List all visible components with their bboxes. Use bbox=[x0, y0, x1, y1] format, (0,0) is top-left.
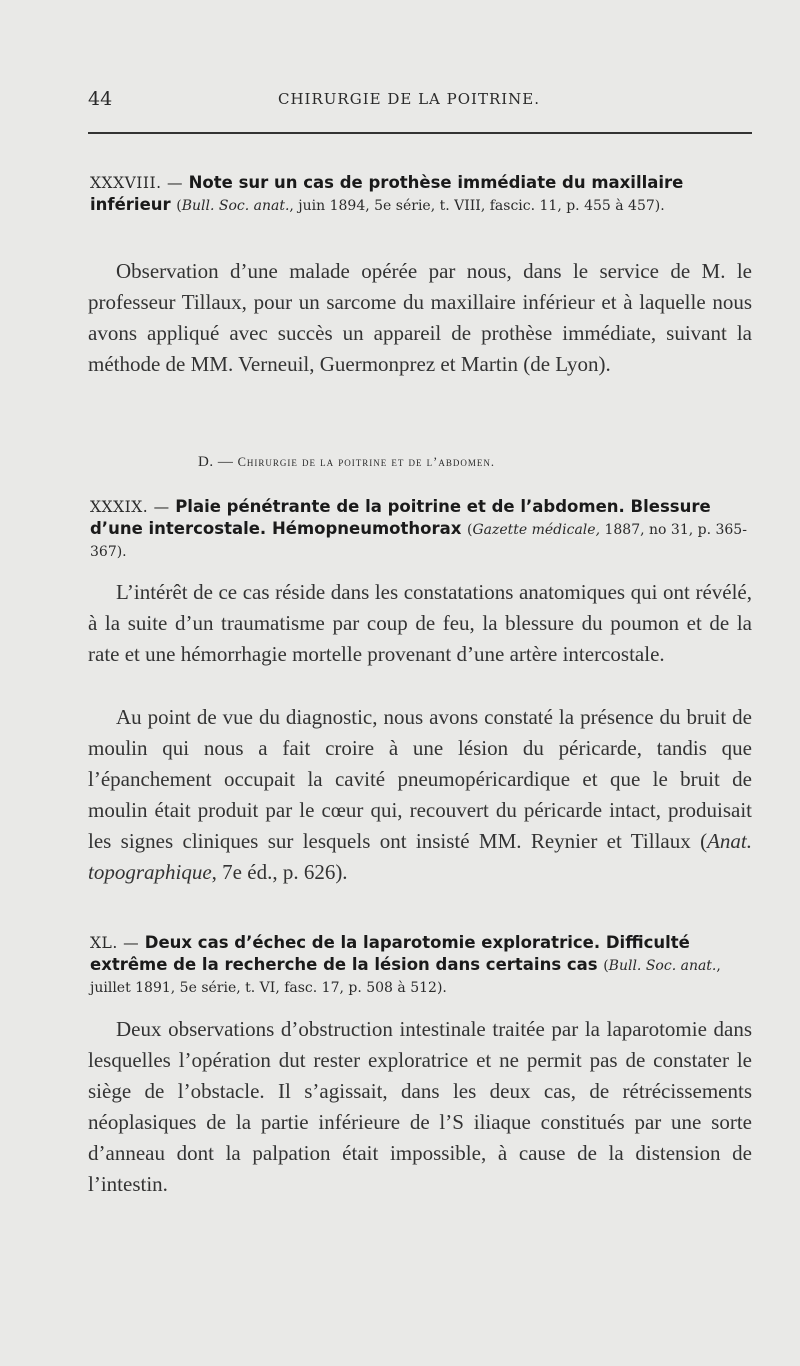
entry-body: Observation d’une malade opérée par nous, dans le service de M. le professeur Tillaux, pour un sarcome du maxillaire inférieur et à laquelle nous avons appliqué avec succès un appareil de prothèse immédiate, suivant la méthode de MM. Verneuil, Guermonprez et Martin (de Lyon). bbox=[88, 259, 752, 376]
section-title: D. — Chirurgie de la poitrine et de l’abdomen. bbox=[198, 454, 495, 470]
entry-number: XL. — bbox=[90, 934, 140, 952]
entry-heading bbox=[90, 496, 750, 563]
entry-heading bbox=[90, 172, 750, 217]
entry-body-continued: Au point de vue du diagnostic, nous avons constaté la présence du bruit de moulin qui nous a fait croire à une lésion du péricarde, tandis que l’épanchement occupait la cavité pneumopéricardique et que le bruit de moulin était produit par le cœur qui, recouvert du péricarde intact, produisait les signes cliniques sur lesquels ont insisté MM. Reynier et Tillaux (Anat. topographique, 7e éd., p. 626). bbox=[88, 705, 752, 884]
entry-body: L’intérêt de ce cas réside dans les constatations anatomiques qui ont révélé, à la suite d’un traumatisme par coup de feu, la blessure du poumon et de la rate et une hémorrhagie mortelle provenant d’une artère intercostale. bbox=[88, 580, 752, 666]
entry-reference: (Gazette médicale, 1887, no 31, p. 365-367). bbox=[90, 522, 747, 560]
entry-number: XXXVIII. — bbox=[90, 174, 184, 192]
running-title: CHIRURGIE DE LA POITRINE. bbox=[278, 90, 541, 108]
entry-reference: (Bull. Soc. anat., juillet 1891, 5e série, t. VI, fasc. 17, p. 508 à 512). bbox=[90, 958, 721, 996]
entry-title: Note sur un cas de prothèse immédiate du maxillaire inférieur bbox=[90, 173, 684, 214]
entry-title: Plaie pénétrante de la poitrine et de l’abdomen. Blessure d’une intercostale. Hémopneumothorax bbox=[90, 497, 711, 538]
page-header bbox=[88, 88, 750, 118]
header-rule bbox=[88, 132, 752, 134]
entry-reference: (Bull. Soc. anat., juin 1894, 5e série, t. VIII, fascic. 11, p. 455 à 457). bbox=[176, 198, 665, 214]
entry-number: XXXIX. — bbox=[90, 498, 170, 516]
entry-heading bbox=[90, 932, 750, 999]
entry-title: Deux cas d’échec de la laparotomie exploratrice. Difficulté extrême de la recherche de la lésion dans certains cas bbox=[90, 933, 690, 974]
page-number: 44 bbox=[88, 88, 113, 110]
entry-body: Deux observations d’obstruction intestinale traitée par la laparotomie dans lesquelles l’opération dut rester exploratrice et ne permit pas de constater le siège de l’obstacle. Il s’agissait, dans les deux cas, de rétrécissements néoplasiques de la partie inférieure de l’S iliaque constitués par une sorte d’anneau dont la palpation était impossible, à cause de la distension de l’intestin. bbox=[88, 1017, 752, 1196]
